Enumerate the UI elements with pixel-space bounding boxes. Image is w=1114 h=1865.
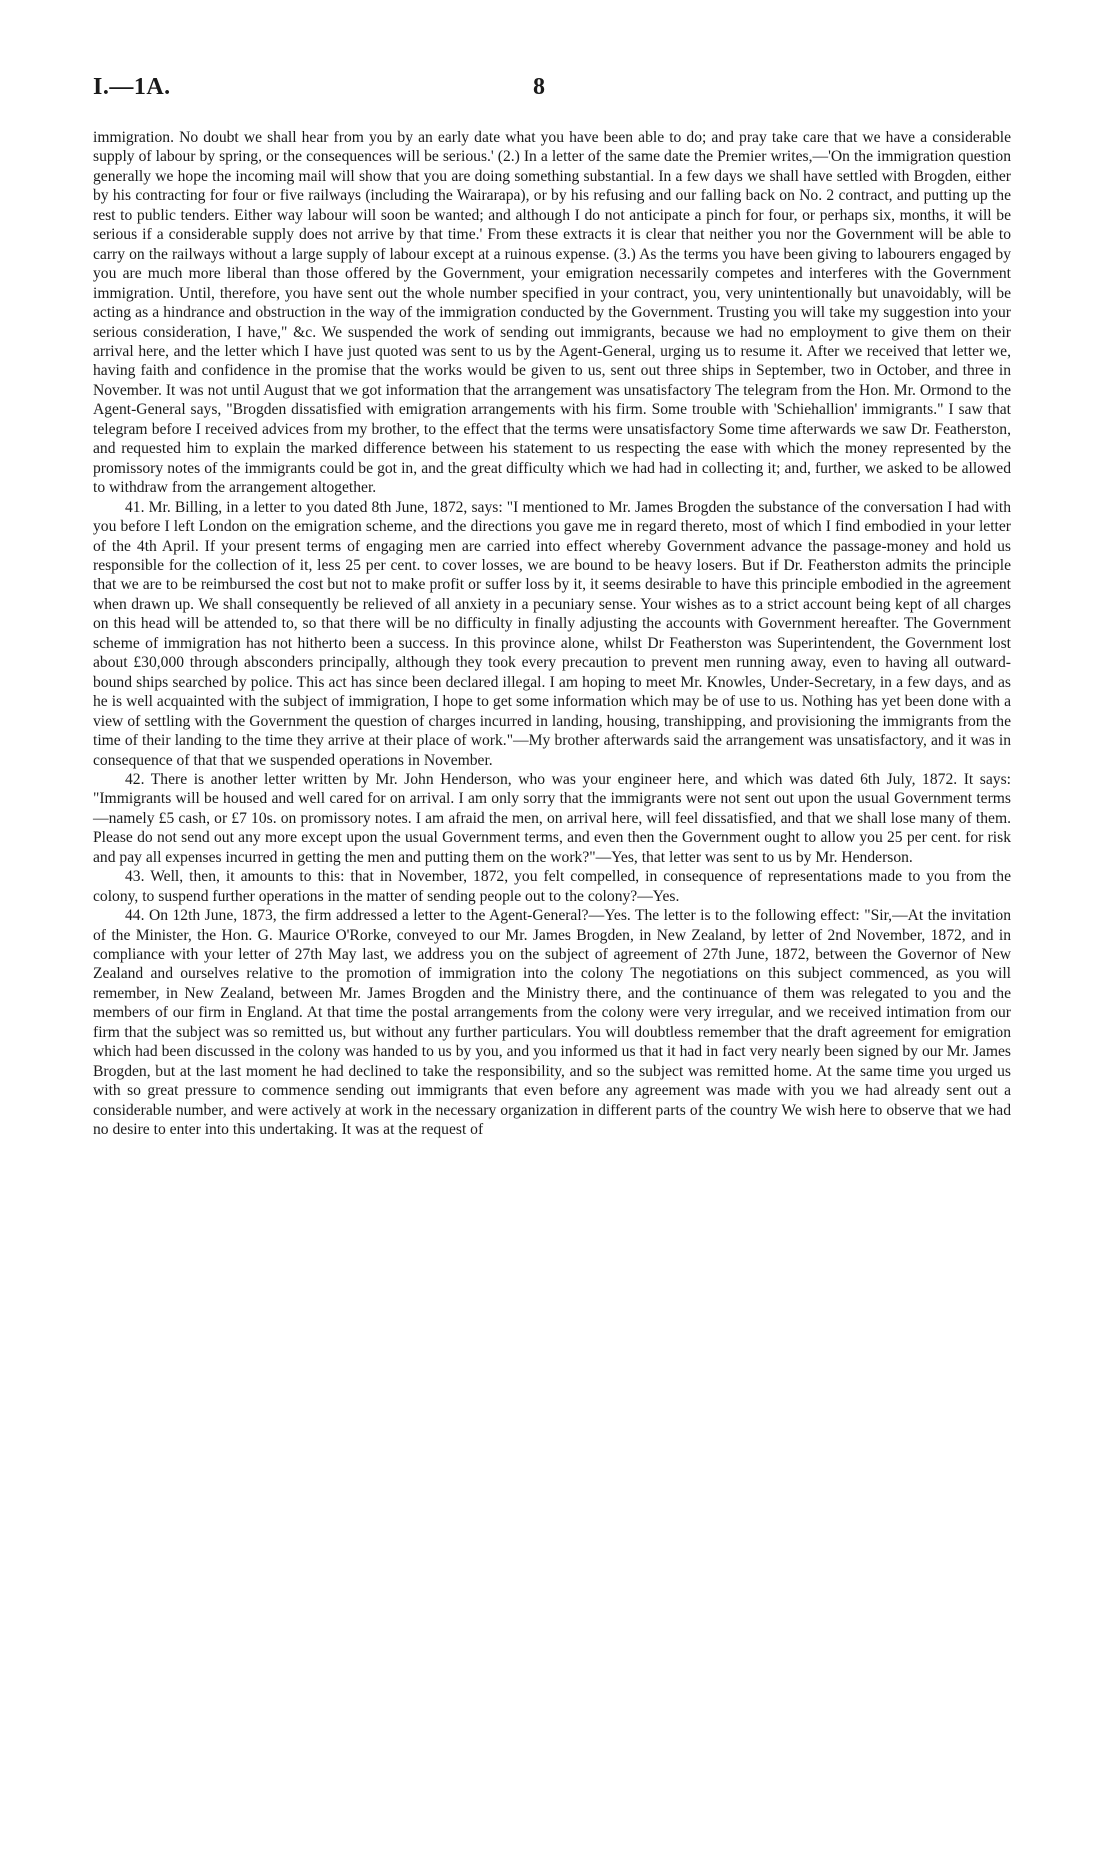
paragraph-43: 43. Well, then, it amounts to this: that in November, 1872, you felt compelled, in consequence of representations made to you from the colony, to suspend further operations in the matter of sending people out to the colony?—Yes. <box>93 868 1011 905</box>
paragraph-42: 42. There is another letter written by Mr. John Henderson, who was your engineer here, and which was dated 6th July, 1872. It says: "Immigrants will be housed and well cared for on arrival. I am only sorry that the immigrants were not sent out upon the usual Government terms—namely £5 cash, or £7 10s. on promissory notes. I am afraid the men, on arrival here, will feel dissatisfied, and that we shall lose many of them. Please do not send out any more except upon the usual Government terms, and even then the Government ought to allow you 25 per cent. for risk and pay all expenses incurred in getting the men and putting them on the work?"—Yes, that letter was sent to us by Mr. Henderson. <box>93 770 1011 866</box>
paragraph-continuation: immigration. No doubt we shall hear from you by an early date what you have been able to do; and pray take care that we have a considerable supply of labour by spring, or the consequences will be serious.' (2.) In a letter of the same date the Premier writes,—'On the immigration question generally we hope the incoming mail will show that you are doing something substantial. In a few days we shall have settled with Brogden, either by his contracting for four or five railways (including the Wairarapa), or by his refusing and our falling back on No. 2 contract, and putting up the rest to public tenders. Either way labour will soon be wanted; and although I do not anticipate a pinch for four, or perhaps six, months, it will be serious if a considerable supply does not arrive by that time.' From these extracts it is clear that neither you nor the Government will be able to carry on the railways without a large supply of labour except at a ruinous expense. (3.) As the terms you have been giving to labourers engaged by you are much more liberal than those offered by the Government, your emigration necessarily competes and interferes with the Government immigration. Until, therefore, you have sent out the whole number specified in your contract, you, very unintentionally but unavoidably, will be acting as a hindrance and obstruction in the way of the immigration conducted by the Government. Trusting you will take my suggestion into your serious consideration, I have," &c. We suspended the work of sending out immigrants, because we had no employment to give them on their arrival here, and the letter which I have just quoted was sent to us by the Agent-General, urging us to resume it. After we received that letter we, having faith and confidence in the promise that the works would be given to us, sent out three ships in September, two in October, and three in November. It was not until August that we got information that the arrangement was unsatisfactory The telegram from the Hon. Mr. Ormond to the Agent-General says, "Brogden dissatisfied with emigration arrangements with his firm. Some trouble with 'Schiehallion' immigrants." I saw that telegram before I received advices from my brother, to the effect that the terms were unsatisfactory Some time afterwards we saw Dr. Featherston, and requested him to explain the marked difference between his statement to us respecting the ease with which the money represented by the promissory notes of the immigrants could be got in, and the great difficulty which we had had in collecting it; and, further, we asked to be allowed to withdraw from the arrangement altogether. <box>93 129 1011 497</box>
page-number: 8 <box>533 74 545 100</box>
document-code: I.—1A. <box>93 74 171 100</box>
body-text <box>93 128 1011 1140</box>
paragraph-44: 44. On 12th June, 1873, the firm addressed a letter to the Agent-General?—Yes. The letter is to the following effect: "Sir,—At the invitation of the Minister, the Hon. G. Maurice O'Rorke, conveyed to our Mr. James Brogden, in New Zealand, by letter of 2nd November, 1872, and in compliance with your letter of 27th May last, we address you on the subject of agreement of 27th June, 1872, between the Governor of New Zealand and ourselves relative to the promotion of immigration into the colony The negotiations on this subject commenced, as you will remember, in New Zealand, between Mr. James Brogden and the Ministry there, and the continuance of them was relegated to you and the members of our firm in England. At that time the postal arrangements from the colony were very irregular, and we received intimation from our firm that the subject was so remitted us, but without any further particulars. You will doubtless remember that the draft agreement for emigration which had been discussed in the colony was handed to us by you, and you informed us that it had in fact very nearly been signed by our Mr. James Brogden, but at the last moment he had declined to take the responsibility, and so the subject was remitted home. At the same time you urged us with so great pressure to commence sending out immigrants that even before any agreement was made with you we had already sent out a considerable number, and were actively at work in the necessary organization in different parts of the country We wish here to observe that we had no desire to enter into this undertaking. It was at the request of <box>93 907 1011 1139</box>
page-header <box>93 74 1021 104</box>
paragraph-41: 41. Mr. Billing, in a letter to you dated 8th June, 1872, says: "I mentioned to Mr. James Brogden the substance of the conversation I had with you before I left London on the emigration scheme, and the directions you gave me in regard thereto, most of which I find embodied in your letter of the 4th April. If your present terms of engaging men are carried into effect whereby Government advance the passage-money and hold us responsible for the collection of it, less 25 per cent. to cover losses, we are bound to be heavy losers. But if Dr. Featherston admits the principle that we are to be reimbursed the cost but not to make profit or suffer loss by it, it seems desirable to have this principle embodied in the agreement when drawn up. We shall consequently be relieved of all anxiety in a pecuniary sense. Your wishes as to a strict account being kept of all charges on this head will be attended to, so that there will be no difficulty in finally adjusting the accounts with Government hereafter. The Government scheme of immigration has not hitherto been a success. In this province alone, whilst Dr Featherston was Superintendent, the Government lost about £30,000 through absconders principally, although they took every precaution to prevent men running away, even to having all outward-bound ships searched by police. This act has since been declared illegal. I am hoping to meet Mr. Knowles, Under-Secretary, in a few days, and as he is well acquainted with the subject of immigration, I hope to get some information which may be of use to us. Nothing has yet been done with a view of settling with the Government the question of charges incurred in landing, housing, transhipping, and provisioning the immigrants from the time of their landing to the time they arrive at their place of work."—My brother afterwards said the arrangement was unsatisfactory, and it was in consequence of that that we suspended operations in November. <box>93 498 1011 769</box>
